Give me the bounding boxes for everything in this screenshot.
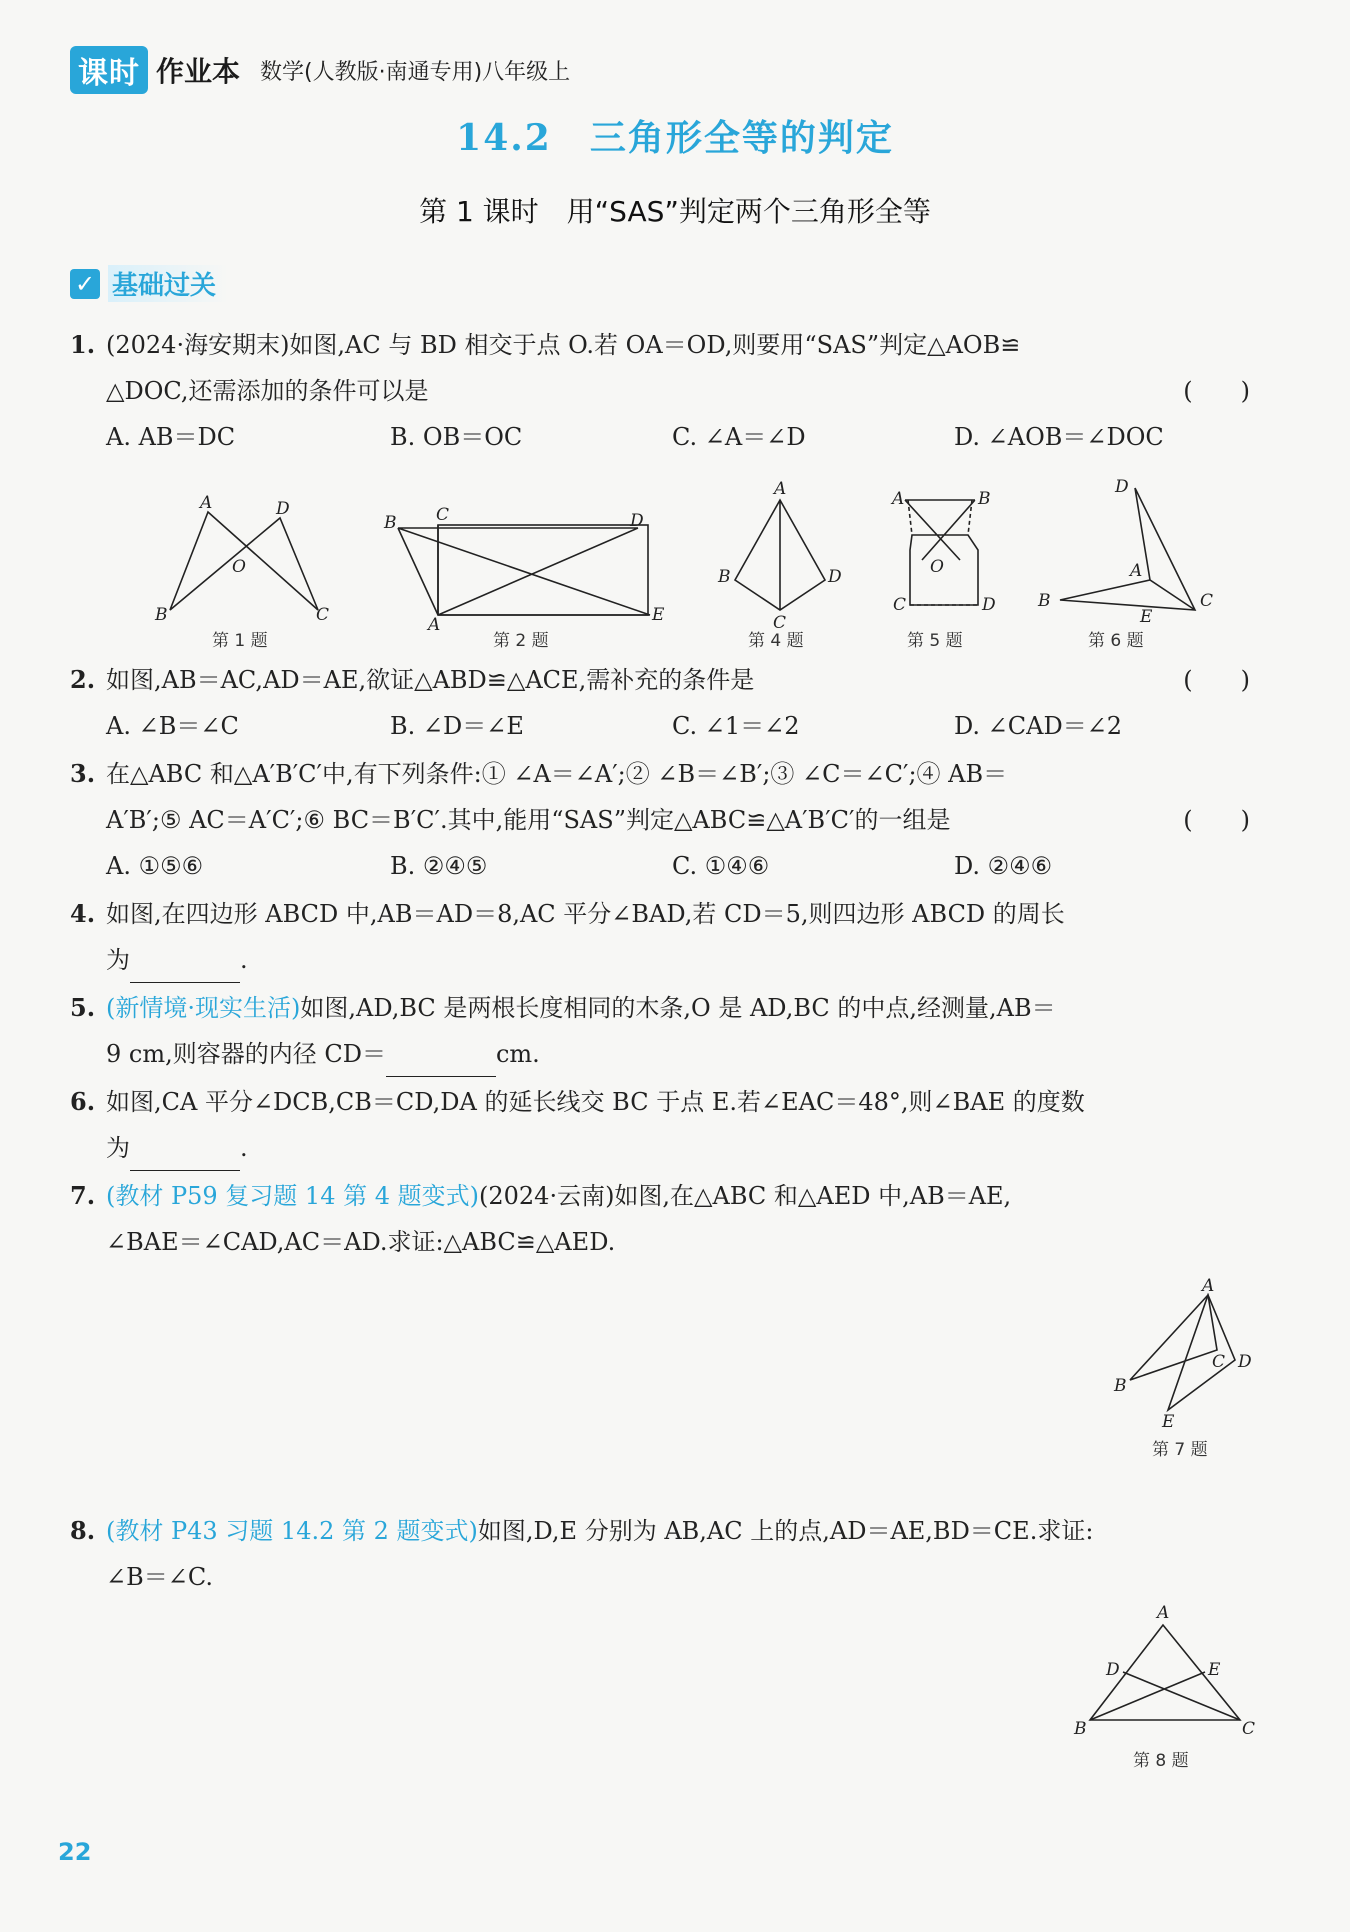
svg-text:D: D bbox=[982, 595, 996, 615]
page-header bbox=[70, 46, 570, 94]
svg-text:A: A bbox=[774, 479, 787, 499]
option-c: C. ∠A＝∠D bbox=[672, 423, 806, 451]
figure-8-diagram bbox=[1070, 1600, 1256, 1780]
svg-text:B: B bbox=[978, 489, 991, 509]
question-text: 为 bbox=[106, 946, 130, 974]
question-5 bbox=[70, 985, 1250, 1077]
option-d: D. ∠CAD＝∠2 bbox=[954, 712, 1123, 740]
question-number: 5. bbox=[70, 993, 96, 1022]
svg-text:O: O bbox=[232, 557, 246, 577]
svg-text:C: C bbox=[893, 595, 907, 615]
svg-text:B: B bbox=[1114, 1376, 1127, 1396]
question-text: ∠BAE＝∠CAD,AC＝AD.求证:△ABC≌△AED. bbox=[106, 1228, 616, 1256]
page-number: 22 bbox=[58, 1838, 92, 1866]
svg-text:D: D bbox=[1115, 477, 1129, 497]
svg-text:B: B bbox=[718, 567, 731, 587]
question-tag: (教材 P59 复习题 14 第 4 题变式) bbox=[106, 1182, 479, 1210]
option-c: C. ∠1＝∠2 bbox=[672, 712, 800, 740]
question-1-options bbox=[106, 414, 1256, 460]
question-text: (2024·海安期末)如图,AC 与 BD 相交于点 O.若 OA＝OD,则要用“SAS”判定△AOB≌ bbox=[106, 331, 1021, 359]
question-number: 8. bbox=[70, 1516, 96, 1545]
option-b: B. ∠D＝∠E bbox=[390, 712, 524, 740]
question-text: 为 bbox=[106, 1134, 130, 1162]
figures-row bbox=[0, 470, 1350, 655]
question-number: 3. bbox=[70, 759, 96, 788]
option-a: A. AB＝DC bbox=[106, 423, 236, 451]
question-text: A′B′;⑤ AC＝A′C′;⑥ BC＝B′C′.其中,能用“SAS”判定△ABC≌△A′B′C′的一组是 bbox=[106, 806, 951, 834]
question-text: 如图,在四边形 ABCD 中,AB＝AD＝8,AC 平分∠BAD,若 CD＝5,则四边形 ABCD 的周长 bbox=[106, 900, 1065, 928]
question-2 bbox=[70, 657, 1250, 703]
svg-text:B: B bbox=[1074, 1719, 1087, 1739]
figure-8-caption: 第 8 题 bbox=[1133, 1751, 1189, 1771]
svg-text:D: D bbox=[276, 499, 290, 519]
figure-7-diagram bbox=[1100, 1275, 1250, 1465]
question-tag: (教材 P43 习题 14.2 第 2 题变式) bbox=[106, 1517, 478, 1545]
svg-text:B: B bbox=[384, 513, 397, 533]
answer-parentheses: ( ) bbox=[1183, 806, 1250, 834]
question-text: 如图,D,E 分别为 AB,AC 上的点,AD＝AE,BD＝CE.求证: bbox=[477, 1517, 1094, 1545]
question-2-options bbox=[106, 703, 1256, 749]
figure-2-caption: 第 2 题 bbox=[493, 631, 549, 651]
question-8 bbox=[70, 1508, 1250, 1600]
svg-text:A: A bbox=[200, 493, 213, 513]
svg-text:A: A bbox=[1130, 561, 1143, 581]
question-tag: (新情境·现实生活) bbox=[106, 994, 301, 1022]
section-title: 14.2 三角形全等的判定 bbox=[456, 117, 894, 159]
svg-text:B: B bbox=[1038, 591, 1051, 611]
figure-4-caption: 第 4 题 bbox=[748, 631, 804, 651]
option-c: C. ①④⑥ bbox=[672, 852, 770, 880]
question-number: 7. bbox=[70, 1181, 96, 1210]
answer-blank[interactable] bbox=[130, 952, 240, 983]
question-text: △DOC,还需添加的条件可以是 bbox=[106, 377, 429, 405]
question-text: 如图,CA 平分∠DCB,CB＝CD,DA 的延长线交 BC 于点 E.若∠EAC＝48°,则∠BAE 的度数 bbox=[106, 1088, 1085, 1116]
svg-text:A: A bbox=[892, 489, 905, 509]
svg-text:D: D bbox=[1106, 1660, 1120, 1680]
svg-text:O: O bbox=[930, 557, 944, 577]
answer-blank[interactable] bbox=[130, 1140, 240, 1171]
question-text: 如图,AD,BC 是两根长度相同的木条,O 是 AD,BC 的中点,经测量,AB＝ bbox=[300, 994, 1056, 1022]
question-text: 如图,AB＝AC,AD＝AE,欲证△ABD≌△ACE,需补充的条件是 bbox=[106, 666, 755, 694]
question-1 bbox=[70, 322, 1250, 414]
lesson-title: 第 1 课时 用“SAS”判定两个三角形全等 bbox=[419, 195, 931, 228]
question-text: . bbox=[240, 1134, 248, 1162]
question-text: (2024·云南)如图,在△ABC 和△AED 中,AB＝AE, bbox=[479, 1182, 1012, 1210]
figure-6-diagram bbox=[1060, 488, 1195, 610]
question-text: . bbox=[240, 946, 248, 974]
svg-text:A: A bbox=[1157, 1603, 1170, 1623]
answer-blank[interactable] bbox=[386, 1046, 496, 1077]
question-number: 6. bbox=[70, 1087, 96, 1116]
brand-name: 作业本 bbox=[156, 55, 241, 88]
question-number: 2. bbox=[70, 665, 96, 694]
option-d: D. ∠AOB＝∠DOC bbox=[954, 423, 1164, 451]
answer-parentheses: ( ) bbox=[1183, 377, 1250, 405]
svg-text:D: D bbox=[828, 567, 842, 587]
question-6 bbox=[70, 1079, 1250, 1171]
question-3 bbox=[70, 751, 1250, 843]
badge-label: 基础过关 bbox=[108, 265, 228, 302]
subject-line: 数学(人教版·南通专用)八年级上 bbox=[260, 59, 571, 85]
option-b: B. OB＝OC bbox=[390, 423, 523, 451]
option-a: A. ∠B＝∠C bbox=[106, 712, 239, 740]
question-number: 4. bbox=[70, 899, 96, 928]
option-b: B. ②④⑤ bbox=[390, 852, 488, 880]
figure-7-caption: 第 7 题 bbox=[1152, 1440, 1208, 1460]
checkmark-icon: ✓ bbox=[70, 269, 100, 299]
question-number: 1. bbox=[70, 330, 96, 359]
svg-text:E: E bbox=[652, 605, 665, 625]
svg-text:D: D bbox=[1238, 1352, 1252, 1372]
figure-5-diagram bbox=[905, 500, 978, 605]
figure-1-caption: 第 1 题 bbox=[212, 631, 268, 651]
question-text: ∠B＝∠C. bbox=[106, 1563, 213, 1591]
svg-text:C: C bbox=[1212, 1352, 1226, 1372]
question-text: 在△ABC 和△A′B′C′中,有下列条件:① ∠A＝∠A′;② ∠B＝∠B′;③ ∠C＝∠C′;④ AB＝ bbox=[106, 760, 1008, 788]
question-text: cm. bbox=[495, 1040, 540, 1068]
svg-text:C: C bbox=[1200, 591, 1214, 611]
svg-text:D: D bbox=[630, 511, 644, 531]
answer-parentheses: ( ) bbox=[1183, 666, 1250, 694]
svg-text:C: C bbox=[316, 605, 330, 625]
svg-text:E: E bbox=[1208, 1660, 1221, 1680]
figure-4-diagram bbox=[735, 500, 825, 610]
question-text: 9 cm,则容器的内径 CD＝ bbox=[106, 1040, 386, 1068]
section-badge bbox=[70, 265, 228, 302]
brand-logo: 课时 bbox=[70, 46, 148, 94]
svg-text:C: C bbox=[1242, 1719, 1256, 1739]
svg-text:A: A bbox=[428, 615, 441, 635]
figure-6-caption: 第 6 题 bbox=[1088, 631, 1144, 651]
svg-text:E: E bbox=[1140, 607, 1153, 627]
svg-text:C: C bbox=[773, 613, 787, 633]
svg-text:A: A bbox=[1202, 1276, 1215, 1296]
question-7 bbox=[70, 1173, 1250, 1265]
question-4 bbox=[70, 891, 1250, 983]
figure-5-caption: 第 5 题 bbox=[907, 631, 963, 651]
option-a: A. ①⑤⑥ bbox=[106, 852, 204, 880]
question-3-options bbox=[106, 843, 1256, 889]
option-d: D. ②④⑥ bbox=[954, 852, 1053, 880]
svg-text:E: E bbox=[1162, 1412, 1175, 1432]
svg-text:C: C bbox=[436, 505, 450, 525]
svg-text:B: B bbox=[155, 605, 168, 625]
